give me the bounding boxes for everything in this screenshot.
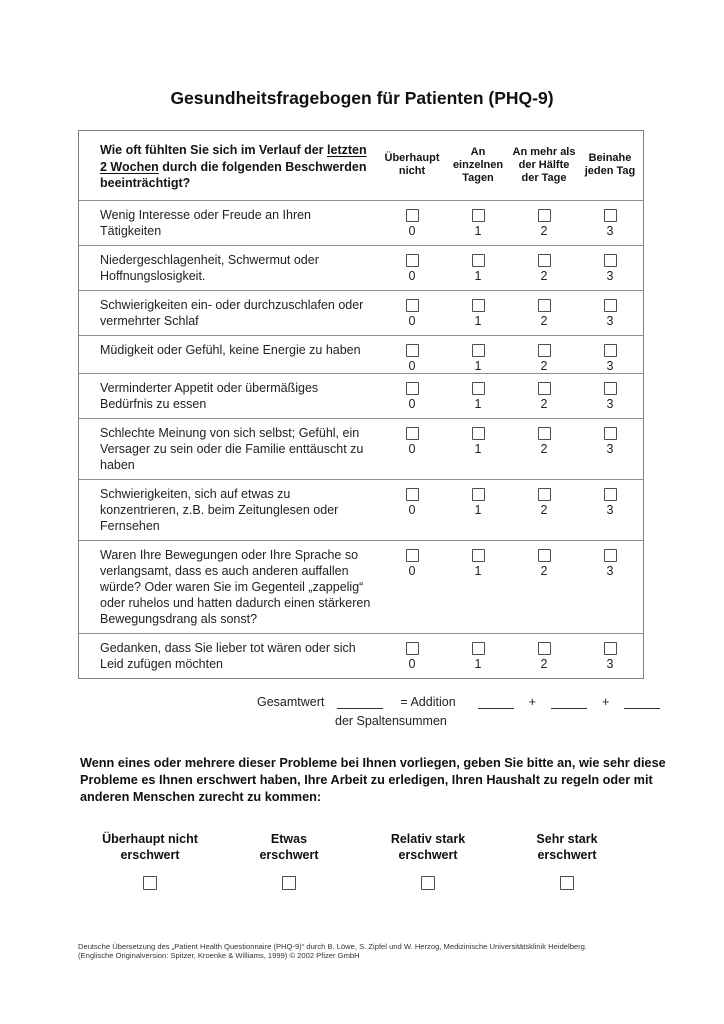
total-score-blank[interactable]	[337, 695, 383, 709]
option-label-line1: Überhaupt nicht	[102, 831, 198, 846]
table-body	[79, 200, 643, 678]
column-sum-blank-1[interactable]	[478, 695, 514, 709]
score-value-label: 0	[408, 656, 416, 671]
impairment-options	[86, 831, 631, 890]
row6-answer-cell-1	[445, 419, 511, 479]
option-label-line2: erschwert	[259, 847, 319, 862]
row9-answer-cell-3	[577, 634, 643, 678]
score-value-label: 0	[408, 563, 416, 578]
table-row	[79, 633, 643, 678]
score-value-label: 2	[540, 656, 548, 671]
score-value-label: 3	[606, 441, 614, 456]
row1-answer-cell-3	[577, 201, 643, 245]
row6-answer-cell-2	[511, 419, 577, 479]
table-header-row	[79, 131, 643, 200]
score-value-label: 2	[540, 223, 548, 238]
row9-answer-cell-2	[511, 634, 577, 678]
row5-score1-checkbox[interactable]	[472, 382, 485, 395]
table-row	[79, 290, 643, 335]
row6-score3-checkbox[interactable]	[604, 427, 617, 440]
table-question-header	[79, 131, 379, 200]
row6-answer-cell-0	[379, 419, 445, 479]
row4-answer-cell-2	[511, 336, 577, 373]
row2-answer-cell-1	[445, 246, 511, 290]
attribution-line-1: Deutsche Übersetzung des „Patient Health Questionnaire (PHQ-9)“ durch B. Löwe, S. Zipfel und W. Herzog, Medizinische Universitätsklinik Heidelberg.	[78, 941, 588, 951]
question-text: Niedergeschlagenheit, Schwermut oder Hoffnungslosigkeit.	[100, 252, 319, 283]
option-ueberhaupt-nicht-erschwert	[86, 831, 214, 890]
score-value-label: 3	[606, 358, 614, 373]
row9-score2-checkbox[interactable]	[538, 642, 551, 655]
question-header-suffix: durch die folgenden Beschwerden beeinträchtigt?	[100, 159, 367, 190]
row8-answer-cell-3	[577, 541, 643, 633]
row4-answer-cell-0	[379, 336, 445, 373]
score-value-label: 3	[606, 396, 614, 411]
row3-score2-checkbox[interactable]	[538, 299, 551, 312]
row4-answer-cell-3	[577, 336, 643, 373]
row9-score0-checkbox[interactable]	[406, 642, 419, 655]
column-header-ueberhaupt-nicht: Überhaupt nicht	[384, 152, 440, 178]
row2-answer-cell-2	[511, 246, 577, 290]
row2-answer-cell-3	[577, 246, 643, 290]
row2-score3-checkbox[interactable]	[604, 254, 617, 267]
score-value-label: 1	[474, 656, 482, 671]
row8-answer-cell-2	[511, 541, 577, 633]
row5-score0-checkbox[interactable]	[406, 382, 419, 395]
row5-answer-cell-0	[379, 374, 445, 418]
column-header-beinahe-jeden-tag: Beinahe jeden Tag	[584, 152, 636, 178]
question-header-underlined: letzten 2 Wochen	[100, 143, 367, 174]
score-value-label: 1	[474, 441, 482, 456]
row7-score2-checkbox[interactable]	[538, 488, 551, 501]
row5-score2-checkbox[interactable]	[538, 382, 551, 395]
table-row	[79, 540, 643, 633]
score-value-label: 3	[606, 223, 614, 238]
row4-score3-checkbox[interactable]	[604, 344, 617, 357]
score-value-label: 1	[474, 502, 482, 517]
row3-answer-cell-3	[577, 291, 643, 335]
table-row	[79, 245, 643, 290]
row7-score0-checkbox[interactable]	[406, 488, 419, 501]
page-title: Gesundheitsfragebogen für Patienten (PHQ-9)	[170, 88, 554, 108]
option-checkbox-etwas[interactable]	[282, 876, 296, 890]
table-row	[79, 373, 643, 418]
row8-score3-checkbox[interactable]	[604, 549, 617, 562]
row9-answer-cell-0	[379, 634, 445, 678]
row7-answer-cell-0	[379, 480, 445, 540]
row8-score0-checkbox[interactable]	[406, 549, 419, 562]
column-sums-label: der Spaltensummen	[335, 713, 447, 728]
score-value-label: 3	[606, 502, 614, 517]
score-value-label: 1	[474, 268, 482, 283]
row3-score0-checkbox[interactable]	[406, 299, 419, 312]
row1-answer-cell-2	[511, 201, 577, 245]
score-value-label: 3	[606, 656, 614, 671]
score-value-label: 3	[606, 563, 614, 578]
row1-answer-cell-0	[379, 201, 445, 245]
row6-score1-checkbox[interactable]	[472, 427, 485, 440]
row8-score1-checkbox[interactable]	[472, 549, 485, 562]
row6-score0-checkbox[interactable]	[406, 427, 419, 440]
option-relativ-stark-erschwert	[364, 831, 492, 890]
table-row	[79, 479, 643, 540]
row9-score3-checkbox[interactable]	[604, 642, 617, 655]
column-sum-blank-3[interactable]	[624, 695, 660, 709]
row2-score2-checkbox[interactable]	[538, 254, 551, 267]
row7-score1-checkbox[interactable]	[472, 488, 485, 501]
score-value-label: 1	[474, 223, 482, 238]
option-label-line2: erschwert	[398, 847, 458, 862]
table-row	[79, 200, 643, 245]
score-value-label: 0	[408, 223, 416, 238]
table-row	[79, 418, 643, 479]
plus-sign-1: +	[528, 694, 536, 709]
row4-score1-checkbox[interactable]	[472, 344, 485, 357]
row9-answer-cell-1	[445, 634, 511, 678]
score-value-label: 0	[408, 358, 416, 373]
question-text: Waren Ihre Bewegungen oder Ihre Sprache so verlangsamt, dass es auch anderen auffallen würde? Oder waren Sie im Gegenteil „zappelig“ oder ruhelos und hatten dadurch einen stärkeren Bewegungsdrang als sonst?	[100, 547, 371, 626]
impairment-instruction: Wenn eines oder mehrere dieser Probleme bei Ihnen vorliegen, geben Sie bitte an, wie sehr diese Probleme es Ihnen erschwert haben, Ihre Arbeit zu erledigen, Ihren Haushalt zu regeln oder mit anderen Menschen zurecht zu kommen:	[80, 755, 666, 804]
row1-score1-checkbox[interactable]	[472, 209, 485, 222]
score-value-label: 0	[408, 441, 416, 456]
table-row	[79, 335, 643, 373]
score-value-label: 2	[540, 563, 548, 578]
row8-answer-cell-0	[379, 541, 445, 633]
option-label-line1: Relativ stark	[390, 831, 466, 846]
row5-answer-cell-2	[511, 374, 577, 418]
column-header-an-einzelnen-tagen: An einzelnen Tagen	[452, 145, 504, 184]
row3-answer-cell-0	[379, 291, 445, 335]
row4-score0-checkbox[interactable]	[406, 344, 419, 357]
option-label-line1: Etwas	[270, 831, 308, 846]
question-text: Gedanken, dass Sie lieber tot wären oder sich Leid zufügen möchten	[100, 640, 356, 671]
option-checkbox-ueberhaupt-nicht[interactable]	[143, 876, 157, 890]
score-value-label: 0	[408, 313, 416, 328]
row5-answer-cell-3	[577, 374, 643, 418]
score-value-label: 1	[474, 358, 482, 373]
row3-answer-cell-2	[511, 291, 577, 335]
row7-score3-checkbox[interactable]	[604, 488, 617, 501]
score-value-label: 0	[408, 268, 416, 283]
score-value-label: 0	[408, 502, 416, 517]
question-text: Schwierigkeiten ein- oder durchzuschlafen oder vermehrter Schlaf	[100, 297, 364, 328]
score-value-label: 2	[540, 396, 548, 411]
score-value-label: 2	[540, 441, 548, 456]
row2-answer-cell-0	[379, 246, 445, 290]
row3-answer-cell-1	[445, 291, 511, 335]
option-label-line2: erschwert	[120, 847, 180, 862]
row4-answer-cell-1	[445, 336, 511, 373]
score-value-label: 3	[606, 268, 614, 283]
column-header-an-mehr-als-der-haelfte: An mehr als der Hälfte der Tage	[512, 145, 576, 184]
option-checkbox-sehr-stark[interactable]	[560, 876, 574, 890]
score-value-label: 1	[474, 313, 482, 328]
row2-score1-checkbox[interactable]	[472, 254, 485, 267]
attribution-footer	[78, 942, 724, 962]
option-label-line1: Sehr stark	[536, 831, 598, 846]
row3-score1-checkbox[interactable]	[472, 299, 485, 312]
row1-score0-checkbox[interactable]	[406, 209, 419, 222]
row5-score3-checkbox[interactable]	[604, 382, 617, 395]
questionnaire-table	[78, 130, 644, 679]
row1-score3-checkbox[interactable]	[604, 209, 617, 222]
row7-answer-cell-1	[445, 480, 511, 540]
row3-score3-checkbox[interactable]	[604, 299, 617, 312]
row7-answer-cell-2	[511, 480, 577, 540]
question-text: Verminderter Appetit oder übermäßiges Bedürfnis zu essen	[100, 380, 319, 411]
column-sum-blank-2[interactable]	[551, 695, 587, 709]
score-value-label: 2	[540, 358, 548, 373]
option-checkbox-relativ-stark[interactable]	[421, 876, 435, 890]
total-label: Gesamtwert	[257, 694, 325, 709]
question-text: Müdigkeit oder Gefühl, keine Energie zu haben	[100, 342, 361, 357]
question-header-prefix: Wie oft fühlten Sie sich im Verlauf der	[100, 143, 324, 157]
score-value-label: 1	[474, 563, 482, 578]
option-etwas-erschwert	[225, 831, 353, 890]
row6-score2-checkbox[interactable]	[538, 427, 551, 440]
question-text: Wenig Interesse oder Freude an Ihren Tätigkeiten	[100, 207, 312, 238]
total-score-line	[257, 695, 724, 709]
addition-label: = Addition	[400, 694, 456, 709]
score-value-label: 2	[540, 502, 548, 517]
question-text: Schlechte Meinung von sich selbst; Gefühl, ein Versager zu sein oder die Familie enttäuscht zu haben	[100, 425, 364, 472]
score-value-label: 2	[540, 268, 548, 283]
row9-score1-checkbox[interactable]	[472, 642, 485, 655]
row6-answer-cell-3	[577, 419, 643, 479]
question-text: Schwierigkeiten, sich auf etwas zu konzentrieren, z.B. beim Zeitunglesen oder Fernsehen	[100, 486, 339, 533]
option-sehr-stark-erschwert	[503, 831, 631, 890]
row8-answer-cell-1	[445, 541, 511, 633]
score-value-label: 2	[540, 313, 548, 328]
row2-score0-checkbox[interactable]	[406, 254, 419, 267]
score-value-label: 3	[606, 313, 614, 328]
row1-score2-checkbox[interactable]	[538, 209, 551, 222]
row4-score2-checkbox[interactable]	[538, 344, 551, 357]
row7-answer-cell-3	[577, 480, 643, 540]
plus-sign-2: +	[601, 694, 610, 709]
row1-answer-cell-1	[445, 201, 511, 245]
row5-answer-cell-1	[445, 374, 511, 418]
score-value-label: 0	[408, 396, 416, 411]
option-label-line2: erschwert	[537, 847, 597, 862]
score-value-label: 1	[474, 396, 482, 411]
attribution-line-2: (Englische Originalversion: Spitzer, Kroenke & Williams, 1999) © 2002 Pfizer GmbH	[78, 951, 360, 961]
row8-score2-checkbox[interactable]	[538, 549, 551, 562]
